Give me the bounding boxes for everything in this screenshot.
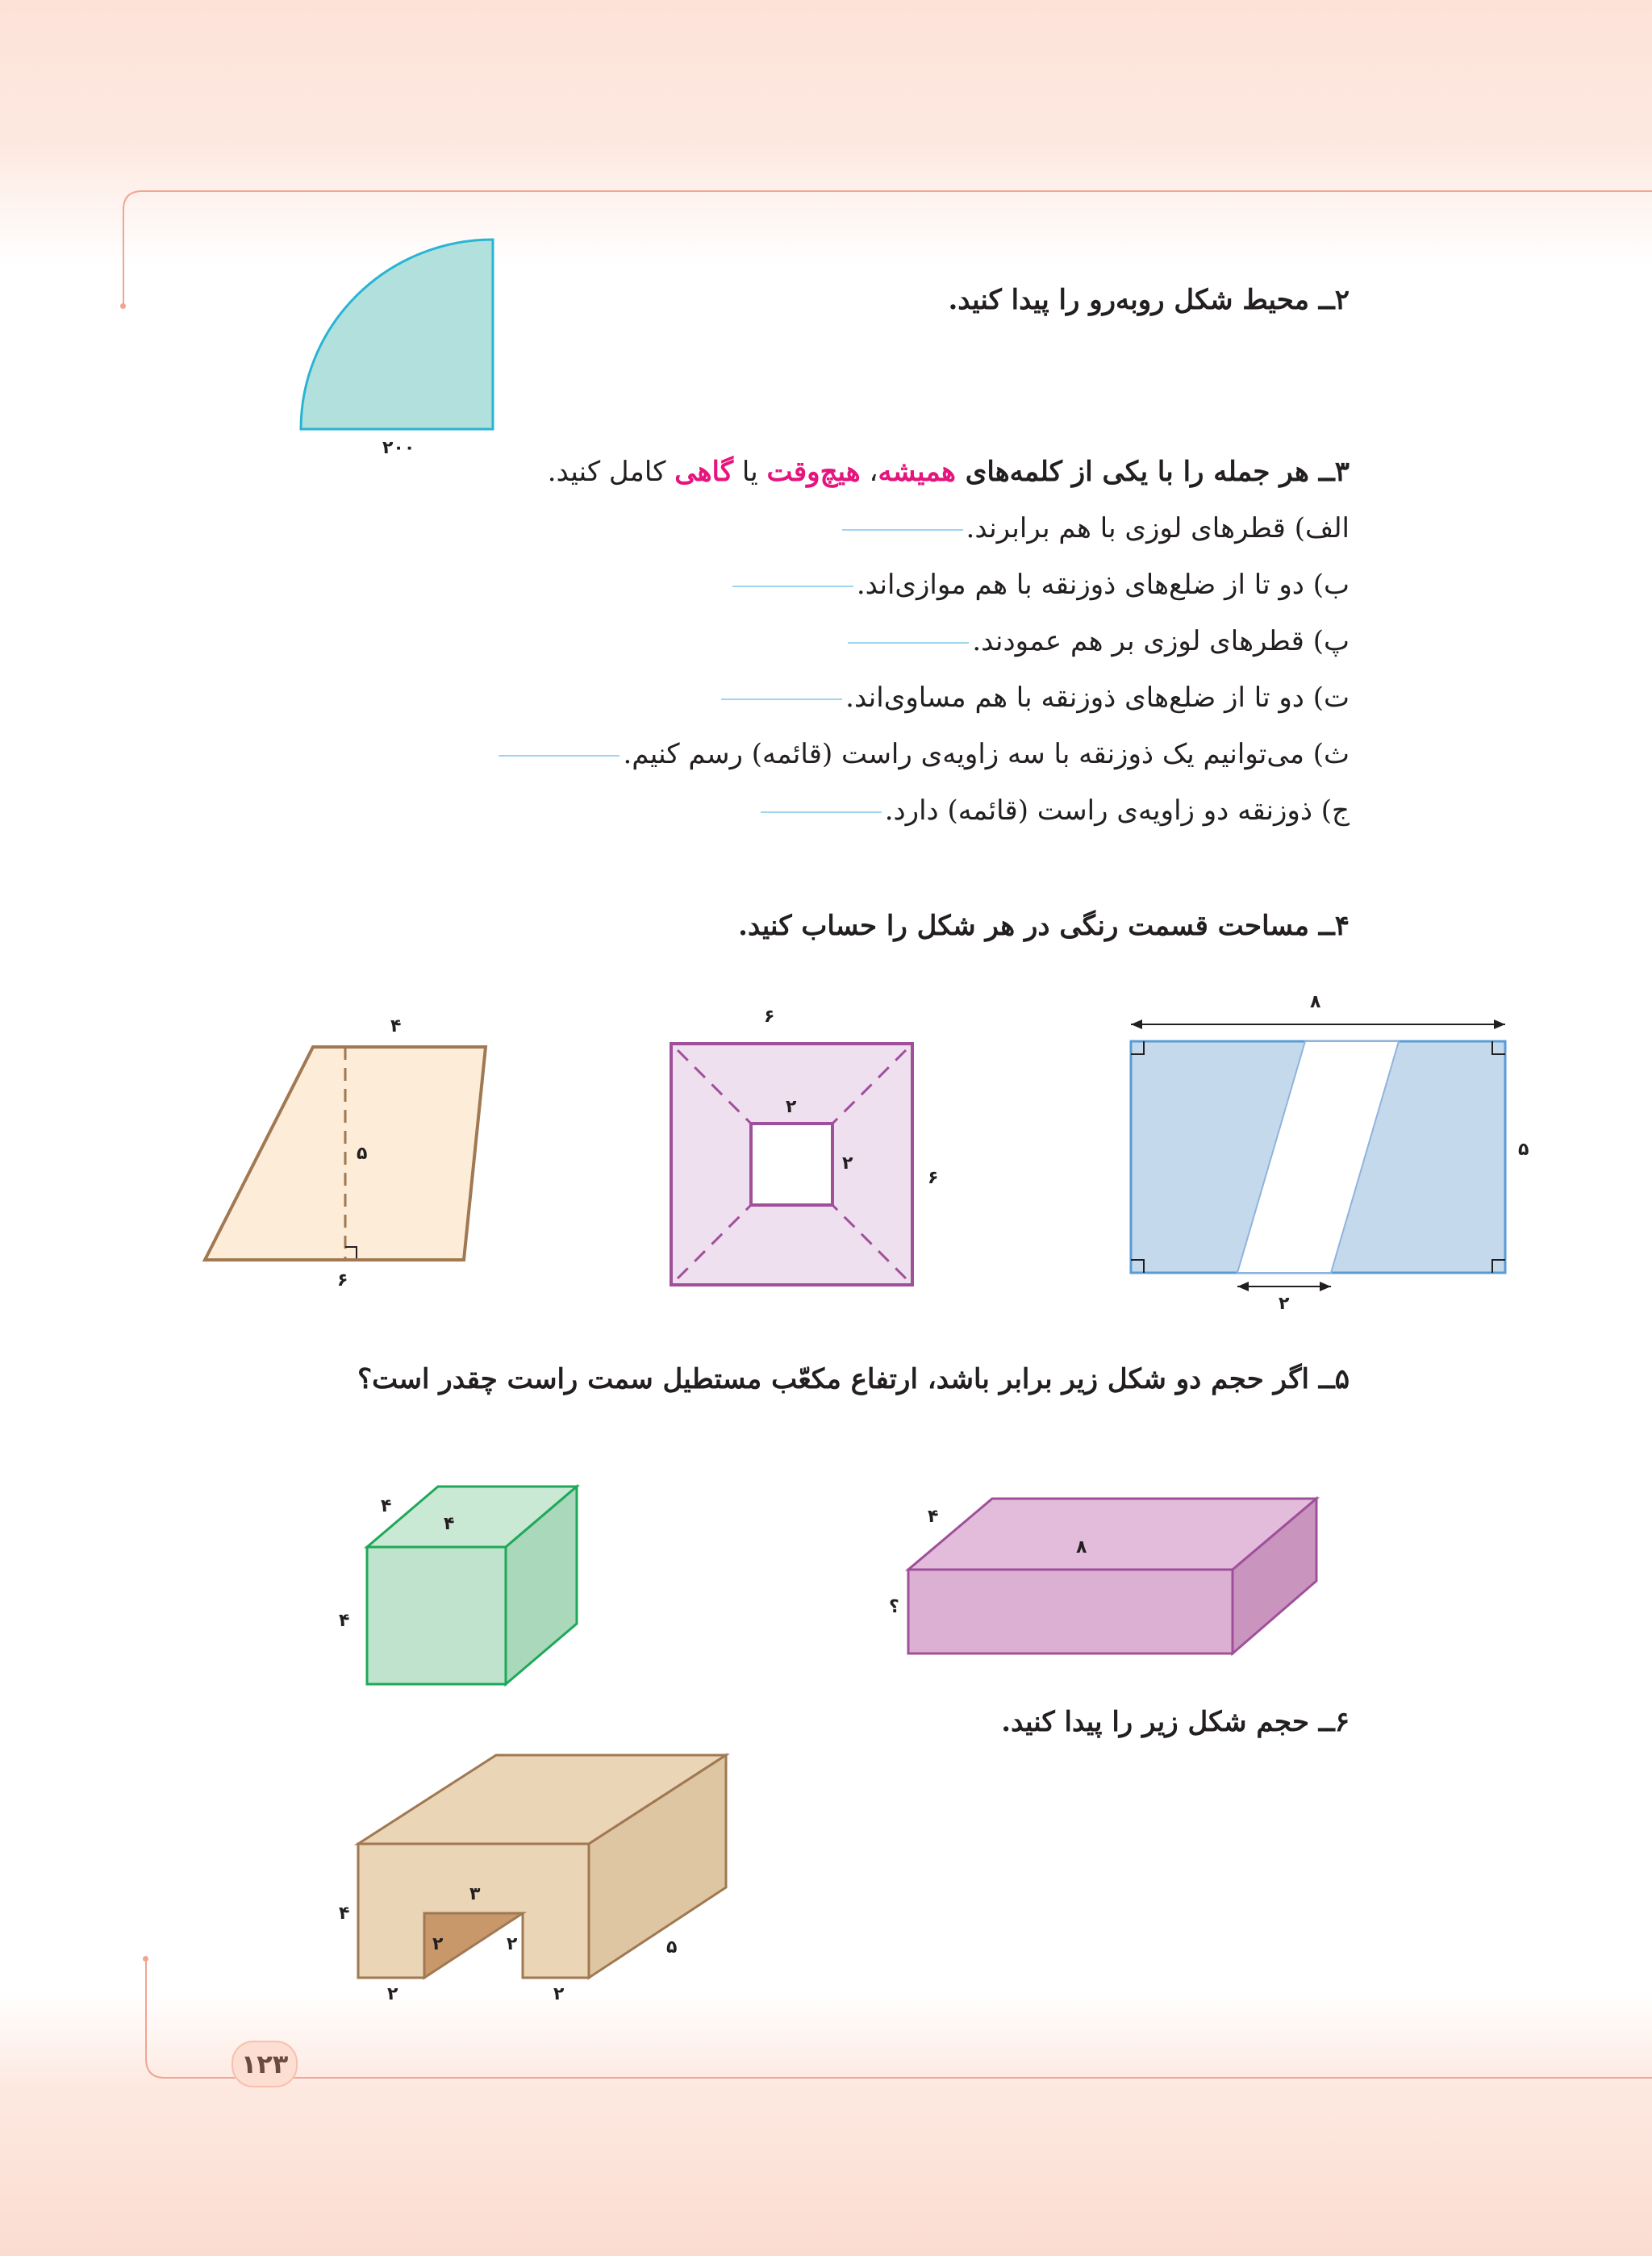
q5-cuboid-depth-label: ۴ [928,1507,939,1527]
q5-cuboid-height-label: ؟ [889,1597,899,1617]
q4-title: ۴ــ مساحت قسمت رنگی در هر شکل را حساب کنید. [738,910,1350,942]
q5-cube-top-label: ۴ [444,1514,455,1534]
q6-title: ۶ــ حجم شکل زیر را پیدا کنید. [1001,1706,1350,1738]
q4-para-height-label: ۵ [357,1144,368,1164]
q4-rect-height-label: ۵ [1518,1140,1529,1160]
q6-bottom-left-label: ۲ [387,1984,398,2004]
q3-item-t-text: ت) دو تا از ضلع‌های ذوزنقه با هم مساوی‌اند. [845,682,1350,714]
q3-intro-suffix: کامل کنید. [547,456,675,488]
q6-notch-left-label: ۲ [432,1934,444,1954]
q3-intro-prefix: ۳ــ هر جمله را با یکی از کلمه‌های [955,456,1350,488]
q3-sep1: ، [860,456,878,488]
q3-word-always: همیشه [878,456,956,488]
q3-item-p-text: پ) قطرهای لوزی بر هم عمودند. [972,625,1350,657]
q4-para-bottom-label: ۶ [337,1270,348,1291]
q4-para-top-label: ۴ [390,1016,402,1036]
q3-item-s-text: ث) می‌توانیم یک ذوزنقه با سه زاویه‌ی راست (قائمه) رسم کنیم. [623,738,1350,770]
q6-notch-top-label: ۳ [469,1884,481,1904]
page-number-badge: ۱۲۳ [232,2041,298,2087]
q6-prism-front [358,1844,589,1978]
q2-title: ۲ــ محیط شکل روبه‌رو را پیدا کنید. [948,284,1350,316]
q6-bottom-right-label: ۲ [553,1984,565,2004]
q6-depth-label: ۵ [666,1937,678,1958]
q4-square-inner-right-label: ۲ [842,1153,853,1174]
q3-word-never: هیچ‌وقت [766,456,861,488]
q5-title: ۵ــ اگر حجم دو شکل زیر برابر باشد، ارتفاع مکعّب مستطیل سمت راست چقدر است؟ [357,1363,1350,1395]
q5-cube-depth-label: ۴ [381,1496,392,1516]
q5-cube-height-label: ۴ [339,1611,350,1631]
q4-square-inner-top-label: ۲ [786,1097,797,1117]
q5-cuboid-length-label: ۸ [1076,1537,1087,1558]
q4-square-right-label: ۶ [928,1168,939,1188]
q6-height-label: ۴ [339,1904,350,1924]
q3-item-j-text: ج) ذوزنقه دو زاویه‌ی راست (قائمه) دارد. [884,794,1350,827]
q3-item-b-text: ب) دو تا از ضلع‌های ذوزنقه با هم موازی‌اند. [856,569,1350,601]
q3-item-a-text: الف) قطرهای لوزی با هم برابرند. [966,512,1350,544]
q2-radius-label: ۲۰۰ [382,438,415,458]
q3-sep2: یا [733,456,767,488]
q4-rect-width-label: ۸ [1310,992,1321,1012]
q4-square-top-label: ۶ [764,1007,775,1027]
q3-word-sometimes: گاهی [674,456,734,488]
q6-notch-right-label: ۲ [507,1934,518,1954]
q4-rect-strip-label: ۲ [1279,1294,1290,1314]
